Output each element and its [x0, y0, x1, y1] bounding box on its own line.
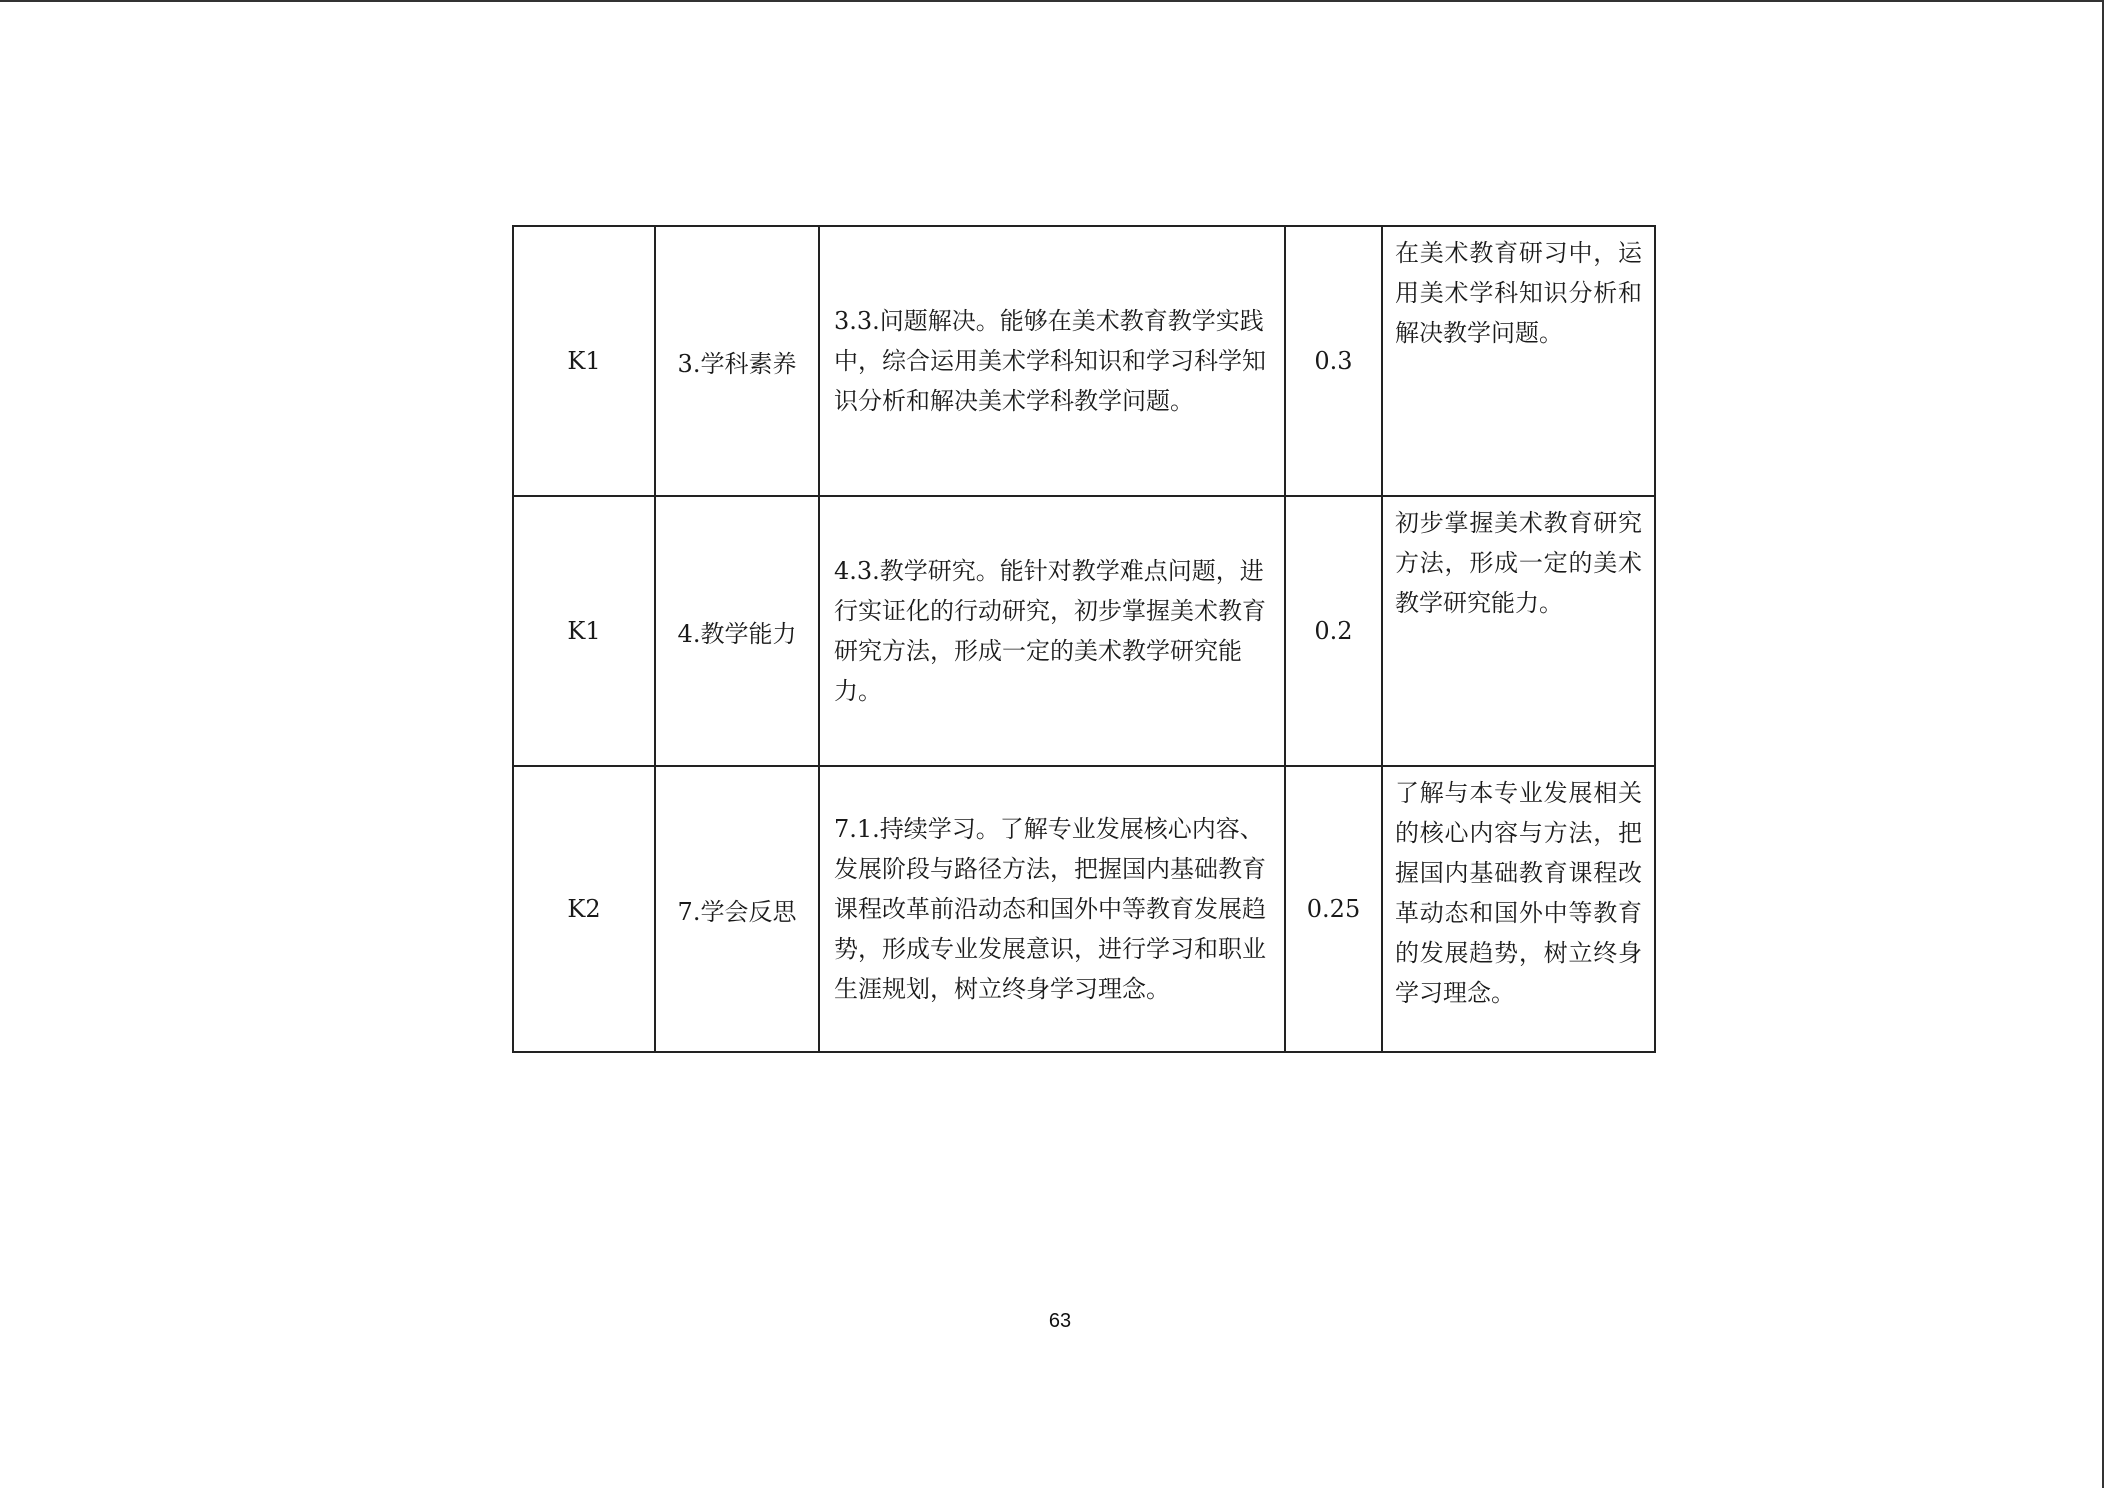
course-code-cell: K1 — [513, 226, 655, 496]
objectives-table — [512, 225, 1656, 1053]
course-code-cell: K2 — [513, 766, 655, 1052]
page-top-border — [0, 0, 2104, 2]
table-row — [513, 766, 1655, 1052]
course-goal-text: 在美术教育研习中，运用美术学科知识分析和解决教学问题。 — [1395, 239, 1642, 347]
graduation-requirement-cell: 3.学科素养 — [655, 226, 819, 496]
course-goal-cell — [1382, 226, 1655, 496]
graduation-requirement-cell: 7.学会反思 — [655, 766, 819, 1052]
page-number: 63 — [1048, 1310, 1072, 1332]
course-goal-cell — [1382, 496, 1655, 766]
indicator-point-cell: 7.1.持续学习。了解专业发展核心内容、发展阶段与路径方法，把握国内基础教育课程改革前沿动态和国外中等教育发展趋势，形成专业发展意识，进行学习和职业生涯规划，树立终身学习理念。 — [819, 766, 1285, 1052]
indicator-point-cell: 4.3.教学研究。能针对教学难点问题，进行实证化的行动研究，初步掌握美术教育研究方法，形成一定的美术教学研究能力。 — [819, 496, 1285, 766]
course-code-cell: K1 — [513, 496, 655, 766]
weight-cell: 0.2 — [1285, 496, 1382, 766]
course-goal-cell — [1382, 766, 1655, 1052]
table-row — [513, 226, 1655, 496]
course-goal-text: 了解与本专业发展相关的核心内容与方法，把握国内基础教育课程改革动态和国外中等教育的发展趋势，树立终身学习理念。 — [1395, 779, 1642, 1007]
weight-cell: 0.3 — [1285, 226, 1382, 496]
indicator-point-cell: 3.3.问题解决。能够在美术教育教学实践中，综合运用美术学科知识和学习科学知识分析和解决美术学科教学问题。 — [819, 226, 1285, 496]
table-row — [513, 496, 1655, 766]
weight-cell: 0.25 — [1285, 766, 1382, 1052]
graduation-requirement-cell: 4.教学能力 — [655, 496, 819, 766]
course-goal-text: 初步掌握美术教育研究方法，形成一定的美术教学研究能力。 — [1395, 509, 1642, 617]
